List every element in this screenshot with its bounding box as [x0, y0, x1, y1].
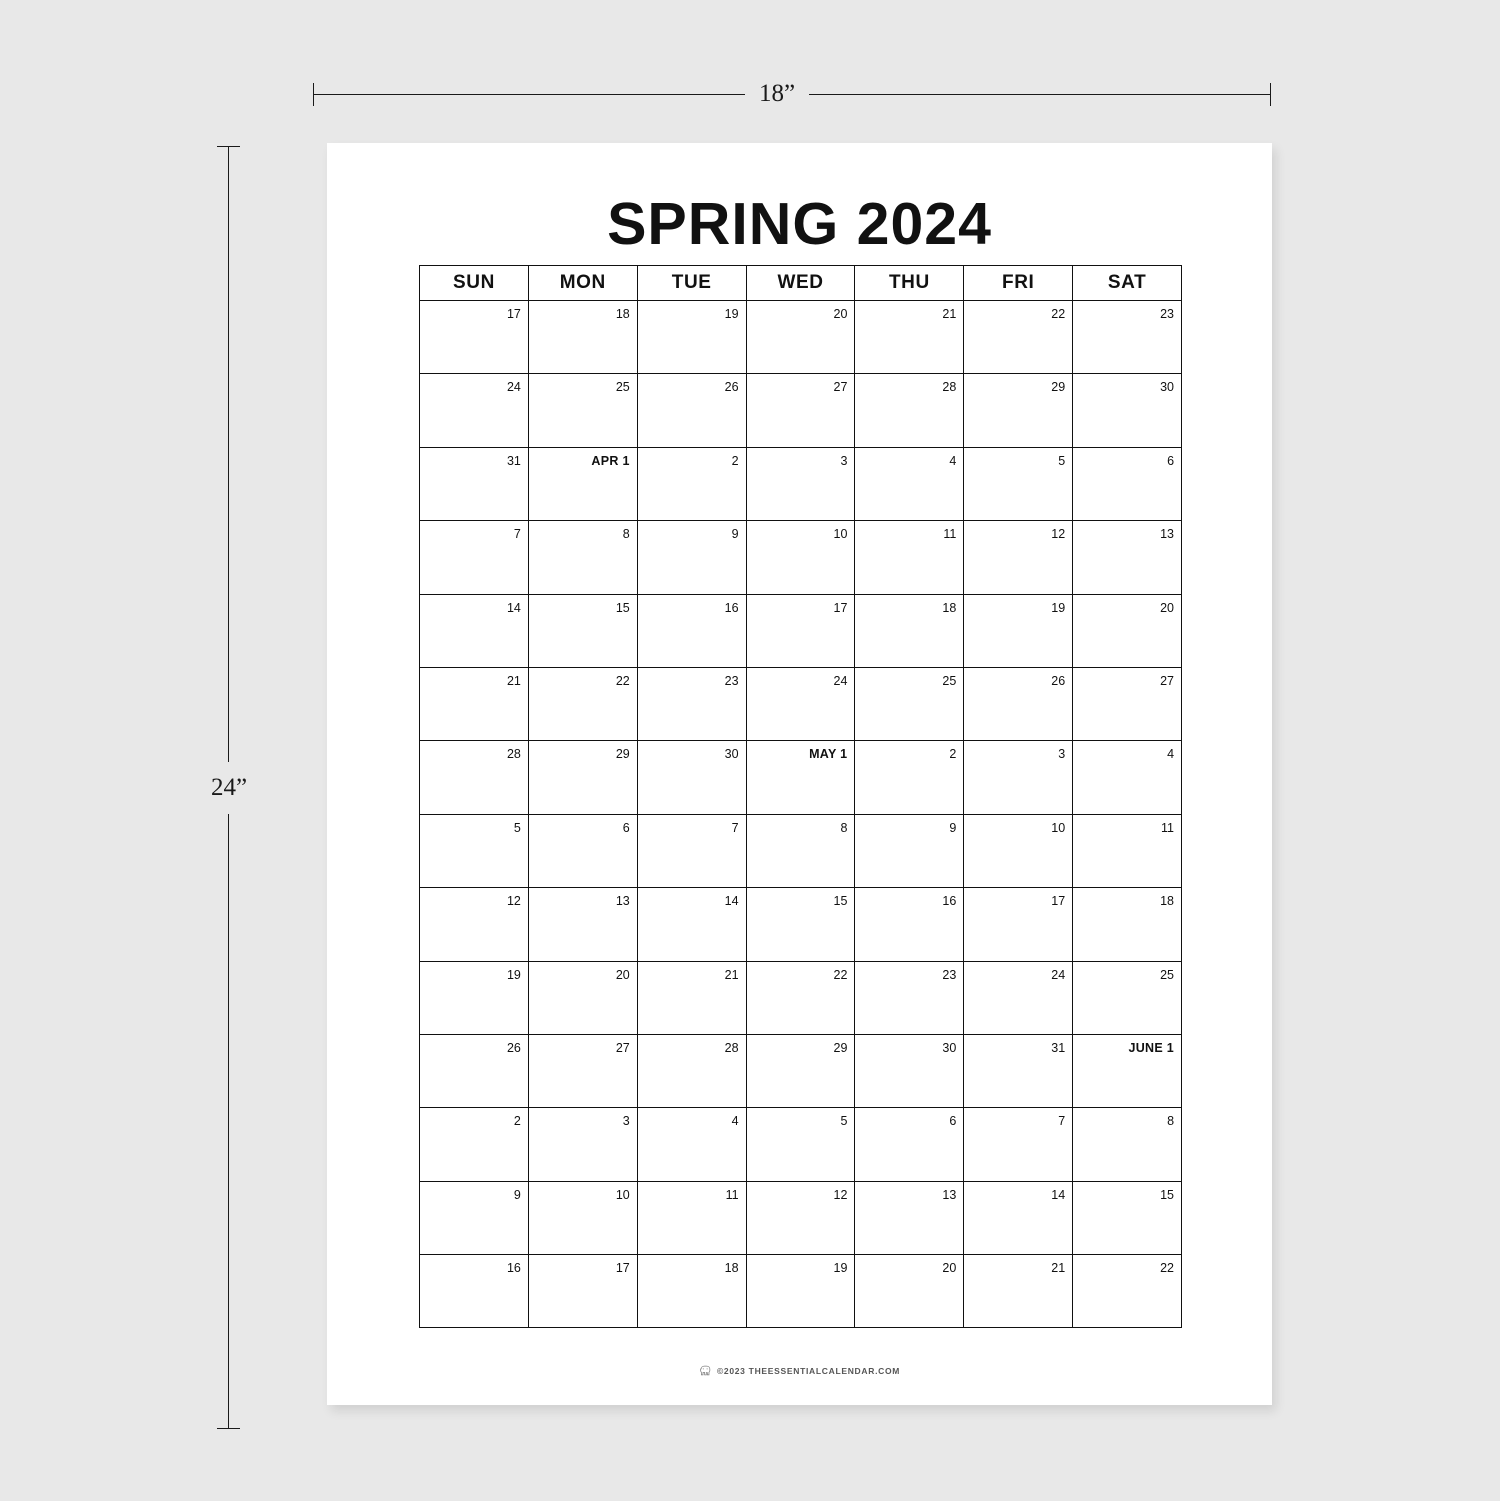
weekday-header-row	[420, 266, 1182, 301]
day-number: 30	[942, 1040, 957, 1055]
calendar-week-row	[420, 374, 1182, 447]
calendar-day-cell[interactable]	[420, 1108, 529, 1181]
day-number: 19	[506, 967, 521, 982]
calendar-day-cell[interactable]	[420, 521, 529, 594]
calendar-day-cell[interactable]	[964, 1035, 1073, 1108]
day-number: 2	[731, 453, 739, 468]
weekday-header-label: THU	[888, 272, 930, 293]
day-number: 10	[833, 527, 848, 542]
day-number: 12	[833, 1187, 848, 1202]
day-number: 9	[513, 1187, 521, 1202]
day-number: 11	[943, 527, 957, 542]
day-number: 24	[506, 380, 521, 395]
calendar-day-cell[interactable]	[855, 1182, 964, 1255]
day-number: 6	[622, 820, 630, 835]
calendar-day-cell[interactable]	[420, 888, 529, 961]
calendar-day-cell[interactable]	[964, 668, 1073, 741]
calendar-day-cell[interactable]	[964, 1255, 1073, 1328]
day-number: 17	[1051, 894, 1066, 909]
day-number: MAY 1	[809, 747, 848, 762]
calendar-day-cell[interactable]	[855, 668, 964, 741]
day-number: 4	[731, 1114, 739, 1129]
day-number: 13	[615, 894, 630, 909]
calendar-day-cell[interactable]	[529, 1182, 638, 1255]
calendar-day-cell[interactable]	[964, 521, 1073, 594]
calendar-day-cell[interactable]	[747, 741, 856, 814]
day-number: 7	[513, 527, 521, 542]
calendar-week-row	[420, 668, 1182, 741]
calendar-day-cell[interactable]	[1073, 1182, 1182, 1255]
calendar-week-row	[420, 301, 1182, 374]
calendar-day-cell[interactable]	[420, 301, 529, 374]
day-number: 14	[506, 600, 521, 615]
day-number: 8	[1167, 1114, 1175, 1129]
day-number: 28	[942, 380, 957, 395]
day-number: 22	[1051, 307, 1066, 321]
calendar-day-cell[interactable]	[747, 301, 856, 374]
calendar-day-cell[interactable]	[964, 301, 1073, 374]
day-number: 16	[724, 600, 739, 615]
calendar-week-row	[420, 888, 1182, 961]
day-number: 22	[833, 967, 848, 982]
calendar-day-cell[interactable]	[420, 1182, 529, 1255]
calendar-week-row	[420, 1108, 1182, 1181]
day-number: 8	[840, 820, 848, 835]
day-number: 28	[506, 747, 521, 762]
day-number: 7	[1058, 1114, 1066, 1129]
day-number: 21	[724, 967, 739, 982]
day-number: 12	[1051, 527, 1066, 542]
day-number: 26	[1051, 673, 1066, 688]
day-number: 31	[1051, 1040, 1066, 1055]
calendar-day-cell[interactable]	[855, 521, 964, 594]
page-title: SPRING 2024	[607, 191, 992, 257]
day-number: 20	[1160, 600, 1175, 615]
calendar-day-cell[interactable]	[529, 595, 638, 668]
calendar-day-cell[interactable]	[638, 668, 747, 741]
day-number: 25	[615, 380, 630, 395]
calendar-day-cell[interactable]	[855, 1108, 964, 1181]
calendar-day-cell[interactable]	[529, 1255, 638, 1328]
calendar-day-cell[interactable]	[638, 962, 747, 1035]
calendar-day-cell[interactable]	[1073, 374, 1182, 447]
calendar-week-row	[420, 1182, 1182, 1255]
day-number: 27	[833, 380, 848, 395]
day-number: 3	[840, 453, 848, 468]
day-number: 30	[724, 747, 739, 762]
calendar-day-cell[interactable]	[747, 595, 856, 668]
day-number: 20	[833, 307, 848, 321]
calendar-day-cell[interactable]	[638, 374, 747, 447]
calendar-day-cell[interactable]	[638, 521, 747, 594]
calendar-day-cell[interactable]	[529, 1108, 638, 1181]
day-number: 18	[942, 600, 957, 615]
calendar-day-cell[interactable]	[1073, 815, 1182, 888]
day-number: 24	[833, 673, 848, 688]
calendar-day-cell[interactable]	[420, 668, 529, 741]
calendar-day-cell[interactable]	[855, 1035, 964, 1108]
day-number: 16	[506, 1261, 521, 1276]
day-number: 19	[1051, 600, 1066, 615]
weekday-header-label: WED	[777, 272, 824, 293]
day-number: 5	[1058, 453, 1066, 468]
calendar-day-cell[interactable]	[420, 1255, 529, 1328]
day-number: 15	[833, 894, 848, 909]
day-number: 17	[833, 600, 848, 615]
calendar-day-cell[interactable]	[420, 448, 529, 521]
day-number: 15	[1160, 1187, 1175, 1202]
calendar-day-cell[interactable]	[964, 448, 1073, 521]
calendar-day-cell[interactable]	[1073, 962, 1182, 1035]
day-number: 21	[942, 307, 957, 321]
day-number: 12	[506, 894, 521, 909]
day-number: 5	[513, 820, 521, 835]
weekday-header-label: SAT	[1107, 272, 1147, 293]
day-number: 10	[1051, 820, 1066, 835]
day-number: 26	[506, 1040, 521, 1055]
day-number: 25	[1160, 967, 1175, 982]
calendar-day-cell[interactable]	[638, 888, 747, 961]
calendar-day-cell[interactable]	[1073, 741, 1182, 814]
calendar-day-cell[interactable]	[529, 668, 638, 741]
day-number: 7	[731, 820, 739, 835]
calendar-day-cell[interactable]	[855, 815, 964, 888]
day-number: 17	[506, 307, 521, 321]
day-number: 4	[1167, 747, 1175, 762]
weekday-header-thu	[855, 266, 964, 301]
weekday-header-mon	[529, 266, 638, 301]
calendar-day-cell[interactable]	[747, 1255, 856, 1328]
day-number: 10	[615, 1187, 630, 1202]
calendar-day-cell[interactable]	[747, 1182, 856, 1255]
day-number: 25	[942, 673, 957, 688]
calendar-day-cell[interactable]	[529, 888, 638, 961]
weekday-header-tue	[638, 266, 747, 301]
day-number: 27	[1160, 673, 1175, 688]
calendar-day-cell[interactable]	[855, 595, 964, 668]
calendar-day-cell[interactable]	[638, 1255, 747, 1328]
calendar-day-cell[interactable]	[1073, 448, 1182, 521]
calendar-day-cell[interactable]	[747, 888, 856, 961]
calendar-day-cell[interactable]	[855, 888, 964, 961]
width-dimension-label: 18”	[745, 80, 809, 108]
day-number: 9	[949, 820, 957, 835]
calendar-day-cell[interactable]	[529, 301, 638, 374]
calendar-day-cell[interactable]	[529, 962, 638, 1035]
calendar-day-cell[interactable]	[638, 741, 747, 814]
day-number: JUNE 1	[1128, 1040, 1175, 1055]
day-number: 29	[615, 747, 630, 762]
calendar-week-row	[420, 595, 1182, 668]
day-number: 21	[1051, 1261, 1066, 1276]
calendar-day-cell[interactable]	[747, 1108, 856, 1181]
calendar-day-cell[interactable]	[747, 1035, 856, 1108]
day-number: 30	[1160, 380, 1175, 395]
day-number: 20	[615, 967, 630, 982]
calendar-day-cell[interactable]	[638, 301, 747, 374]
weekday-header-label: TUE	[671, 272, 712, 293]
calendar-day-cell[interactable]	[747, 962, 856, 1035]
calendar-day-cell[interactable]	[964, 741, 1073, 814]
calendar-day-cell[interactable]	[420, 1035, 529, 1108]
calendar-week-row	[420, 1255, 1182, 1328]
day-number: 19	[724, 307, 739, 321]
day-number: 5	[840, 1114, 848, 1129]
day-number: APR 1	[591, 453, 630, 468]
day-number: 19	[833, 1261, 848, 1276]
calendar-day-cell[interactable]	[529, 521, 638, 594]
calendar-day-cell[interactable]	[638, 1035, 747, 1108]
calendar-grid	[419, 265, 1182, 1328]
footer-copyright: ©2023 THEESSENTIALCALENDAR.COM	[716, 1365, 901, 1376]
calendar-day-cell[interactable]	[529, 741, 638, 814]
calendar-day-cell[interactable]	[1073, 1108, 1182, 1181]
calendar-day-cell[interactable]	[1073, 521, 1182, 594]
calendar-day-cell[interactable]	[964, 1182, 1073, 1255]
day-number: 23	[724, 673, 739, 688]
day-number: 27	[615, 1040, 630, 1055]
calendar-day-cell[interactable]	[964, 1108, 1073, 1181]
day-number: 8	[622, 527, 630, 542]
calendar-day-cell[interactable]	[529, 448, 638, 521]
footer	[327, 1364, 1272, 1377]
calendar-week-row	[420, 962, 1182, 1035]
day-number: 11	[725, 1187, 739, 1202]
calendar-day-cell[interactable]	[1073, 301, 1182, 374]
calendar-week-row	[420, 815, 1182, 888]
calendar-day-cell[interactable]	[964, 374, 1073, 447]
calendar-poster	[327, 143, 1272, 1405]
day-number: 18	[615, 307, 630, 321]
calendar-week-row	[420, 521, 1182, 594]
day-number: 11	[1161, 820, 1175, 835]
day-number: 16	[942, 894, 957, 909]
day-number: 14	[1051, 1187, 1066, 1202]
day-number: 3	[1058, 747, 1066, 762]
calendar-day-cell[interactable]	[855, 448, 964, 521]
weekday-header-label: SUN	[452, 272, 495, 293]
day-number: 18	[724, 1261, 739, 1276]
day-number: 3	[622, 1114, 630, 1129]
day-number: 6	[949, 1114, 957, 1129]
calendar-day-cell[interactable]	[747, 815, 856, 888]
calendar-day-cell[interactable]	[1073, 668, 1182, 741]
calendar-day-cell[interactable]	[855, 962, 964, 1035]
calendar-day-cell[interactable]	[638, 1182, 747, 1255]
calendar-day-cell[interactable]	[747, 668, 856, 741]
calendar-day-cell[interactable]	[855, 741, 964, 814]
calendar-day-cell[interactable]	[747, 374, 856, 447]
calendar-day-cell[interactable]	[420, 374, 529, 447]
weekday-header-wed	[747, 266, 856, 301]
day-number: 18	[1160, 894, 1175, 909]
day-number: 28	[724, 1040, 739, 1055]
day-number: 13	[1160, 527, 1175, 542]
day-number: 22	[1160, 1261, 1175, 1276]
day-number: 29	[1051, 380, 1066, 395]
calendar-day-cell[interactable]	[964, 888, 1073, 961]
calendar-day-cell[interactable]	[1073, 595, 1182, 668]
day-number: 23	[1160, 307, 1175, 321]
calendar-day-cell[interactable]	[964, 962, 1073, 1035]
calendar-day-cell[interactable]	[638, 815, 747, 888]
calendar-week-row	[420, 741, 1182, 814]
day-number: 17	[615, 1261, 630, 1276]
elephant-icon	[699, 1364, 712, 1377]
calendar-day-cell[interactable]	[964, 815, 1073, 888]
day-number: 6	[1167, 453, 1175, 468]
calendar-day-cell[interactable]	[420, 741, 529, 814]
calendar-day-cell[interactable]	[747, 521, 856, 594]
day-number: 26	[724, 380, 739, 395]
day-number: 2	[513, 1114, 521, 1129]
weekday-header-sat	[1073, 266, 1182, 301]
day-number: 24	[1051, 967, 1066, 982]
calendar-day-cell[interactable]	[855, 1255, 964, 1328]
calendar-day-cell[interactable]	[529, 374, 638, 447]
calendar-day-cell[interactable]	[420, 815, 529, 888]
day-number: 23	[942, 967, 957, 982]
day-number: 4	[949, 453, 957, 468]
calendar-day-cell[interactable]	[638, 448, 747, 521]
weekday-header-label: MON	[559, 272, 606, 293]
calendar-day-cell[interactable]	[855, 374, 964, 447]
calendar-day-cell[interactable]	[420, 962, 529, 1035]
weekday-header-sun	[420, 266, 529, 301]
weekday-header-label: FRI	[1002, 272, 1035, 293]
height-dimension-label: 24”	[205, 762, 253, 814]
calendar-day-cell[interactable]	[747, 448, 856, 521]
calendar-day-cell[interactable]	[638, 595, 747, 668]
calendar-week-row	[420, 448, 1182, 521]
calendar-week-row	[420, 1035, 1182, 1108]
day-number: 22	[615, 673, 630, 688]
day-number: 21	[506, 673, 521, 688]
weekday-header-fri	[964, 266, 1073, 301]
day-number: 29	[833, 1040, 848, 1055]
day-number: 20	[942, 1261, 957, 1276]
calendar-day-cell[interactable]	[1073, 1255, 1182, 1328]
calendar-day-cell[interactable]	[638, 1108, 747, 1181]
day-number: 14	[724, 894, 739, 909]
calendar-day-cell[interactable]	[964, 595, 1073, 668]
calendar-day-cell[interactable]	[1073, 888, 1182, 961]
calendar-day-cell[interactable]	[529, 1035, 638, 1108]
day-number: 13	[942, 1187, 957, 1202]
day-number: 15	[615, 600, 630, 615]
calendar-day-cell[interactable]	[1073, 1035, 1182, 1108]
day-number: 9	[731, 527, 739, 542]
calendar-day-cell[interactable]	[529, 815, 638, 888]
calendar-day-cell[interactable]	[420, 595, 529, 668]
day-number: 31	[506, 453, 521, 468]
calendar-day-cell[interactable]	[855, 301, 964, 374]
day-number: 2	[949, 747, 957, 762]
